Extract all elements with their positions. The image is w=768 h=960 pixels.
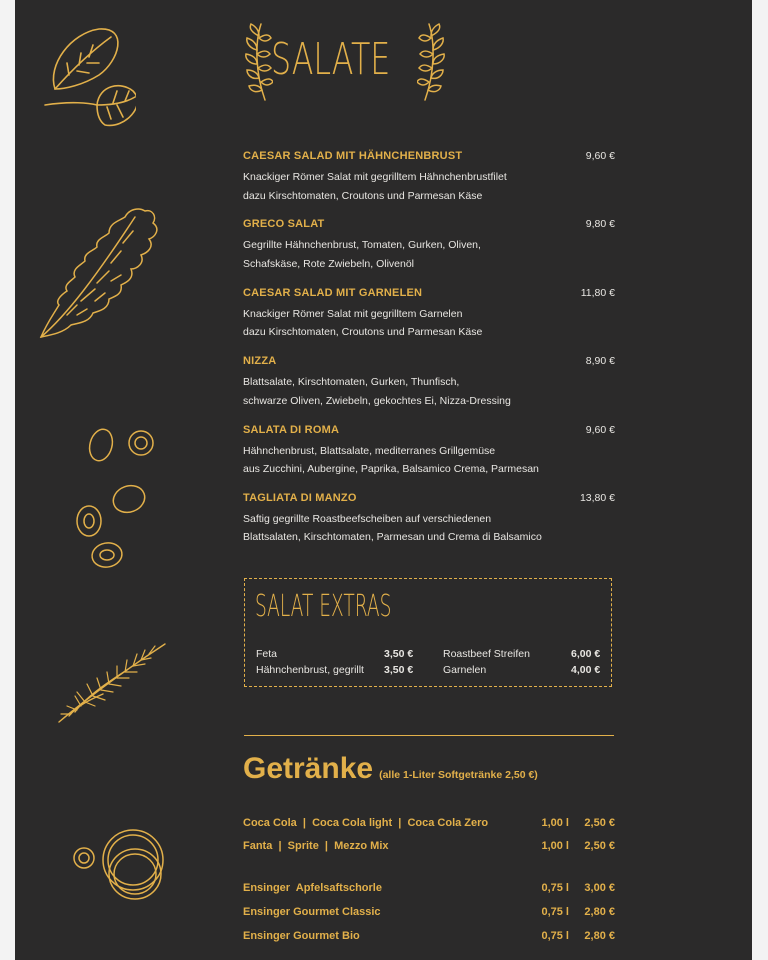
menu-item-desc-line: aus Zucchini, Aubergine, Paprika, Balsamico Crema, Parmesan (243, 463, 539, 476)
menu-item-name: NIZZA (243, 355, 277, 368)
drink-name: Ensinger Apfelsaftschorle (243, 882, 382, 894)
drink-name: Ensinger Gourmet Bio (243, 930, 360, 942)
menu-item (243, 150, 615, 218)
drink-item (243, 930, 615, 944)
drink-price: 2,50 € (584, 840, 615, 852)
drink-volume: 1,00 l (541, 840, 569, 852)
menu-item-description (243, 236, 481, 273)
extra-item-name: Garnelen (443, 664, 487, 676)
menu-item-desc-line: Blattsalaten, Kirschtomaten, Parmesan und Crema di Balsamico (243, 531, 542, 544)
menu-item-name: SALATA DI ROMA (243, 423, 340, 436)
onion-rings-icon (70, 822, 170, 912)
menu-item-price: 9,80 € (585, 218, 615, 231)
menu-item (243, 355, 615, 423)
drink-volume: 0,75 l (541, 882, 569, 894)
menu-item (243, 287, 615, 355)
olives-icon (73, 425, 173, 575)
extra-item-price: 4,00 € (571, 664, 601, 676)
extra-item-price: 3,50 € (384, 648, 414, 660)
extra-item-price: 3,50 € (384, 664, 414, 676)
laurel-left-icon (245, 22, 273, 102)
lettuce-leaf-icon (37, 205, 167, 345)
laurel-right-icon (417, 22, 445, 102)
section-divider (244, 735, 614, 736)
menu-item-description (243, 442, 539, 479)
menu-item-desc-line: dazu Kirschtomaten, Croutons und Parmesan Käse (243, 326, 483, 339)
drink-price: 2,80 € (584, 930, 615, 942)
drink-name: Fanta | Sprite | Mezzo Mix (243, 840, 389, 852)
drink-price: 2,50 € (584, 817, 615, 829)
menu-item-price: 9,60 € (585, 423, 615, 436)
drink-price: 2,80 € (584, 906, 615, 918)
extra-item-price: 6,00 € (571, 648, 601, 660)
menu-item-description (243, 373, 511, 410)
menu-item-name: CAESAR SALAD MIT GARNELEN (243, 286, 423, 299)
menu-item-desc-line: schwarze Oliven, Zwiebeln, gekochtes Ei, Nizza-Dressing (243, 394, 511, 407)
menu-item-desc-line: Knackiger Römer Salat mit gegrilltem Garnelen (243, 307, 463, 320)
menu-item-price: 11,80 € (580, 286, 615, 299)
drinks-subtitle: (alle 1-Liter Softgetränke 2,50 €) (379, 769, 538, 781)
extra-item-name: Feta (256, 648, 278, 660)
salads-title-block (245, 22, 445, 102)
menu-item-price: 9,60 € (585, 150, 615, 162)
menu-item-desc-line: Knackiger Römer Salat mit gegrilltem Hähnchenbrustfilet (243, 171, 507, 183)
extras-box (244, 578, 612, 687)
drink-price: 3,00 € (584, 882, 615, 894)
salad-list (243, 150, 615, 560)
menu-item (243, 424, 615, 492)
menu-item-description (243, 305, 482, 342)
menu-item-desc-line: Blattsalate, Kirschtomaten, Gurken, Thunfisch, (243, 376, 460, 389)
extras-title: SALAT EXTRAS (255, 589, 392, 624)
extra-item-name: Hähnchenbrust, gegrillt (256, 664, 364, 676)
menu-item-desc-line: Saftig gegrillte Roastbeefscheiben auf verschiedenen (243, 512, 492, 525)
rosemary-icon (55, 640, 170, 725)
drink-item (243, 817, 615, 831)
menu-item-price: 8,90 € (585, 355, 615, 368)
drink-name: Coca Cola | Coca Cola light | Coca Cola Zero (243, 817, 489, 829)
menu-item-description (243, 510, 542, 547)
drink-volume: 1,00 l (541, 817, 569, 829)
drinks-header (243, 752, 538, 786)
menu-item-desc-line: dazu Kirschtomaten, Croutons und Parmesan Käse (243, 189, 483, 202)
menu-item-name: CAESAR SALAD MIT HÄHNCHENBRUST (243, 150, 463, 162)
menu-item (243, 218, 615, 286)
menu-item-desc-line: Gegrillte Hähnchenbrust, Tomaten, Gurken, Oliven, (243, 239, 481, 252)
drinks-title: Getränke (243, 752, 374, 785)
salads-title: SALATE (271, 34, 391, 85)
drink-volume: 0,75 l (541, 930, 569, 942)
menu-item-name: TAGLIATA DI MANZO (243, 491, 357, 504)
menu-item-description (243, 168, 507, 205)
drink-item (243, 882, 615, 896)
drink-item (243, 840, 615, 854)
menu-page (15, 0, 752, 960)
menu-item (243, 492, 615, 560)
drink-item (243, 906, 615, 920)
menu-item-price: 13,80 € (579, 491, 615, 504)
spinach-leaves-icon (41, 25, 136, 135)
menu-item-desc-line: Hähnchenbrust, Blattsalate, mediterranes Grillgemüse (243, 444, 496, 457)
drink-volume: 0,75 l (541, 906, 569, 918)
menu-item-name: GRECO SALAT (243, 218, 325, 231)
extra-item-name: Roastbeef Streifen (443, 648, 530, 660)
drink-name: Ensinger Gourmet Classic (243, 906, 381, 918)
menu-item-desc-line: Schafskäse, Rote Zwiebeln, Olivenöl (243, 257, 414, 270)
